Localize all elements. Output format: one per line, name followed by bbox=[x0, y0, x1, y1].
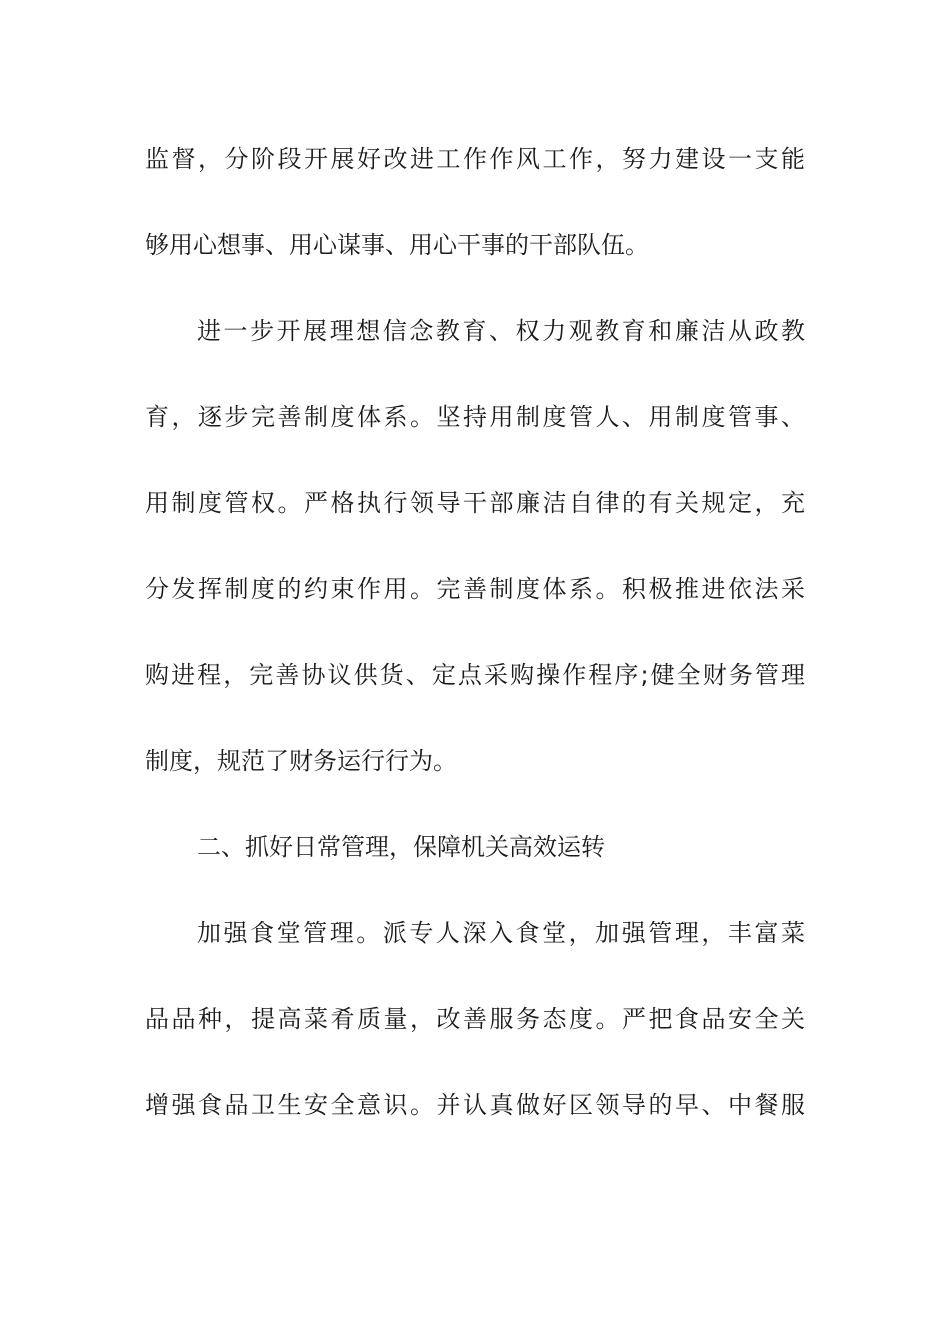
paragraph-line: 购进程，完善协议供货、定点采购操作程序;健全财务管理 bbox=[145, 661, 805, 689]
paragraph-line: 够用心想事、用心谋事、用心干事的干部队伍。 bbox=[145, 231, 649, 259]
paragraph-line: 加强食堂管理。派专人深入食堂，加强管理，丰富菜 bbox=[197, 919, 805, 947]
paragraph-line: 制度，规范了财务运行行为。 bbox=[145, 747, 457, 775]
paragraph-line: 监督，分阶段开展好改进工作作风工作，努力建设一支能 bbox=[145, 145, 805, 173]
paragraph-line: 进一步开展理想信念教育、权力观教育和廉洁从政教 bbox=[197, 317, 805, 345]
paragraph-line: 育，逐步完善制度体系。坚持用制度管人、用制度管事、 bbox=[145, 403, 805, 431]
section-heading: 二、抓好日常管理，保障机关高效运转 bbox=[197, 833, 605, 861]
paragraph-line: 分发挥制度的约束作用。完善制度体系。积极推进依法采 bbox=[145, 575, 805, 603]
paragraph-line: 品品种，提高菜肴质量，改善服务态度。严把食品安全关 bbox=[145, 1005, 805, 1033]
paragraph-line: 用制度管权。严格执行领导干部廉洁自律的有关规定，充 bbox=[145, 489, 805, 517]
paragraph-line: 增强食品卫生安全意识。并认真做好区领导的早、中餐服 bbox=[145, 1091, 805, 1119]
